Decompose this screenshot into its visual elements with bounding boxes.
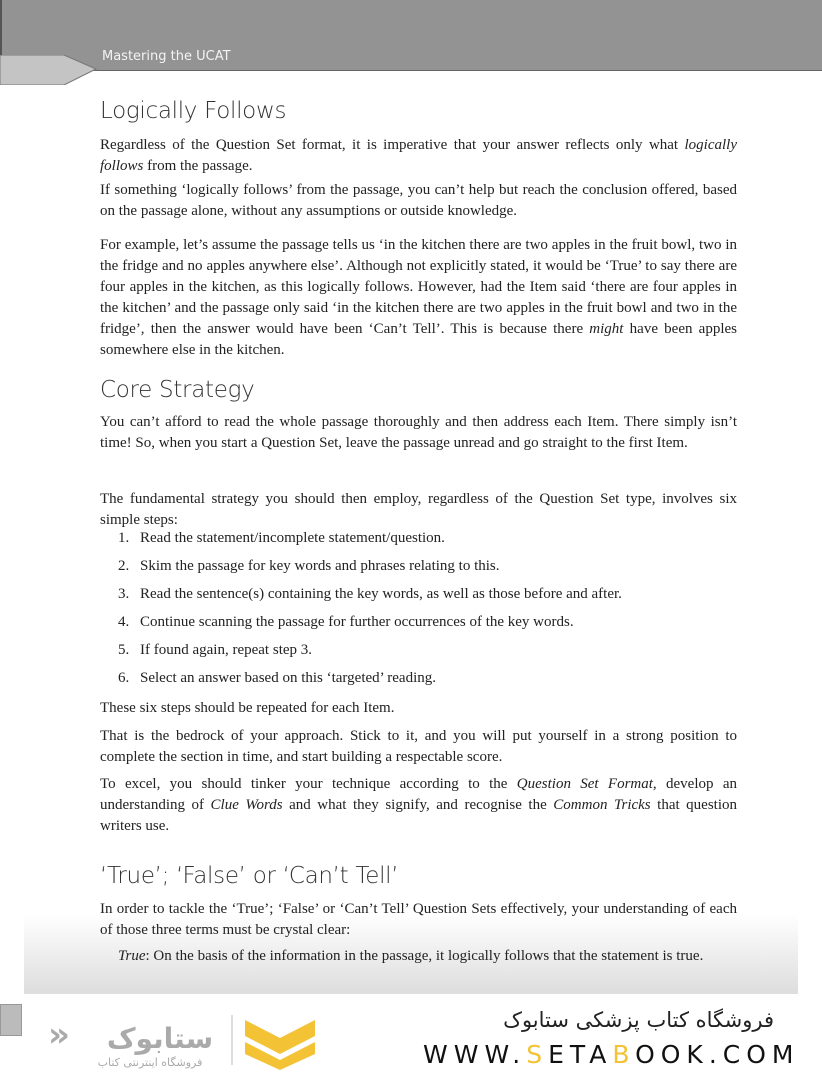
- svg-text:ستابوک: ستابوک: [106, 1022, 214, 1055]
- list-item: 2. Skim the passage for key words and phrases relating to this.: [118, 558, 500, 574]
- heading-logically-follows: Logically Follows: [100, 98, 287, 124]
- svg-text:فروشگاه اینترنتی کتاب: فروشگاه اینترنتی کتاب: [97, 1056, 203, 1069]
- list-item: 3. Read the sentence(s) containing the key words, as well as those before and after.: [118, 586, 622, 602]
- paragraph: In order to tackle the ‘True’; ‘False’ or ‘Can’t Tell’ Question Sets effectively, your understanding of each of those three terms must be crystal clear:: [100, 901, 737, 938]
- book-title: Mastering the UCAT: [102, 49, 231, 64]
- paragraph: To excel, you should tinker your technique according to the Question Set Format, develop an understanding of Clue Words and what they signify, and recognise the Common Tricks that question writers use.: [100, 776, 737, 834]
- store-url[interactable]: WWW.SETABOOK.COM: [423, 1040, 800, 1069]
- svg-text:«: «: [48, 1015, 70, 1055]
- header-tab-shape: [0, 55, 98, 85]
- setabook-logo: [40, 1010, 330, 1070]
- definition-true: True: On the basis of the information in the passage, it logically follows that the statement is true.: [118, 948, 704, 964]
- paragraph: For example, let’s assume the passage tells us ‘in the kitchen there are two apples in the fruit bowl, two in the fridge and no apples anywhere else’. Although not explicitly stated, it would be ‘True’ to say there are four apples in the kitchen, as this logically follows. However, had the Item said ‘there are four apples in the kitchen’ and the passage only said ‘in the kitchen there are two apples in the fruit bowl and two in the fridge’, then the answer would have been ‘Can’t Tell’. This is because there might have been apples somewhere else in the kitchen.: [100, 237, 737, 358]
- heading-core-strategy: Core Strategy: [100, 377, 255, 403]
- paragraph: The fundamental strategy you should then employ, regardless of the Question Set type, involves six simple steps:: [100, 491, 737, 528]
- heading-true-false-cant-tell: ‘True’; ‘False’ or ‘Can’t Tell’: [100, 863, 399, 889]
- paragraph: Regardless of the Question Set format, it is imperative that your answer reflects only what logically follows from the passage.: [100, 137, 737, 174]
- list-item: 1. Read the statement/incomplete statement/question.: [118, 530, 445, 546]
- page-edge-tab: [0, 1004, 22, 1036]
- paragraph: You can’t afford to read the whole passage thoroughly and then address each Item. There simply isn’t time! So, when you start a Question Set, leave the passage unread and go straight to the first Item.: [100, 414, 737, 451]
- list-item: 6. Select an answer based on this ‘targeted’ reading.: [118, 670, 437, 686]
- paragraph: These six steps should be repeated for each Item.: [100, 700, 395, 716]
- list-item: 4. Continue scanning the passage for further occurrences of the key words.: [118, 614, 574, 630]
- list-item: 5. If found again, repeat step 3.: [118, 642, 313, 658]
- paragraph: If something ‘logically follows’ from the passage, you can’t help but reach the conclusion offered, based on the passage alone, without any assumptions or outside knowledge.: [100, 182, 737, 219]
- store-name: فروشگاه کتاب پزشکی ستابوک: [503, 1008, 774, 1032]
- running-header: [0, 0, 822, 71]
- paragraph: That is the bedrock of your approach. Stick to it, and you will put yourself in a strong position to complete the section in time, and start building a respectable score.: [100, 728, 737, 765]
